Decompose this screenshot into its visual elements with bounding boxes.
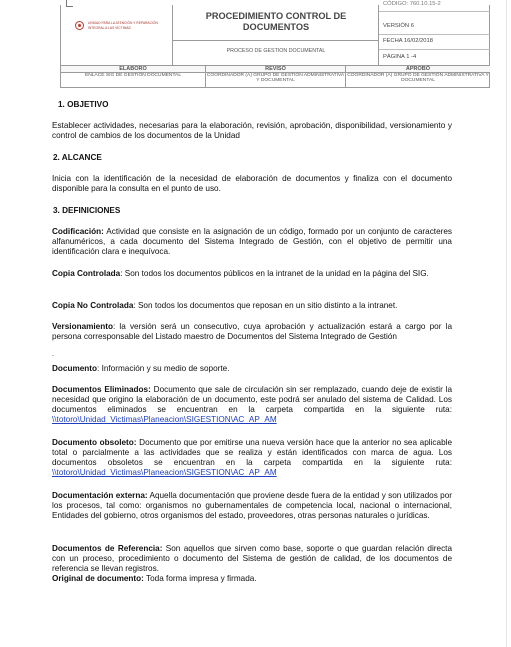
- elaboro-column: [61, 66, 206, 87]
- date-label: FECHA 16/02/2018: [383, 38, 433, 44]
- objetivo-text: Establecer actividades, necesarias para la elaboración, revisión, aprobación, disponibilidad, versionamiento y control de cambios de los documentos de la Unidad: [52, 121, 452, 140]
- meta-cell: [379, 1, 490, 66]
- definition-term: Documentos de Referencia:: [52, 544, 163, 553]
- definition-text: Actividad que consiste en la asignación de un código, formado por un conjunto de caracteres alfanuméricos, a cada documento del Sistema Integrado de Gestión, con el objetivo de permitir una identificación clara e inequívoca.: [52, 227, 452, 256]
- signature-row: [60, 66, 490, 88]
- definition-copia-no-controlada: [52, 301, 452, 311]
- elaboro-value: ENLACE SIG DE GESTIÓN DOCUMENTAL: [84, 73, 182, 78]
- section-heading-definiciones: 3. DEFINICIONES: [53, 206, 121, 215]
- definition-term: Codificación:: [52, 227, 104, 236]
- definition-term: Versionamiento: [52, 322, 113, 331]
- definition-original: [52, 574, 452, 584]
- eliminados-path-link[interactable]: \\totoro\Unidad_Victimas\Planeacion\SIGESTION\AC_AP_AM: [52, 415, 277, 424]
- aprobo-header: APROBÓ: [346, 66, 490, 73]
- definition-text: : Son todos los documentos públicos en la intranet de la unidad en la página del SIG.: [120, 269, 429, 278]
- definition-term: Documentación externa:: [52, 491, 148, 500]
- aprobo-value: COORDINADOR (A) GRUPO DE GESTIÓN ADMINISTRATIVA Y DOCUMENTAL: [347, 73, 489, 84]
- definition-term: Original de documento:: [52, 574, 144, 583]
- definition-documento: [52, 364, 452, 374]
- definition-referencia: [52, 544, 452, 574]
- definition-codificacion: [52, 227, 452, 257]
- entity-logo-icon: [75, 21, 84, 30]
- definition-text: Documento que sale de circulación sin ser remplazado, cuando deje de existir la necesidad que origino la elaboración de un documento, este podrá ser anulado del sistema de Calidad. Los documentos eliminados se encuentran en la carpeta compartida en la siguiente ruta:: [52, 385, 452, 414]
- title-cell: [173, 5, 379, 66]
- header-grid: [60, 1, 490, 66]
- aprobo-column: [346, 66, 490, 87]
- section-heading-alcance: 2. ALCANCE: [53, 153, 102, 162]
- version-label: VERSIÓN 6: [383, 23, 414, 29]
- definition-text: Documento que por emitirse una nueva versión hace que la anterior no sea aplicable total o parcialmente a las actividades que se realiza y están identificados con marca de agua. Los documentos obsoletos se encuentran en la carpeta compartida en la siguiente ruta:: [52, 438, 452, 467]
- document-header-table: [60, 1, 490, 88]
- code-label: CÓDIGO: 760.10.15-2: [383, 1, 441, 7]
- obsoleto-path-link[interactable]: \\totoro\Unidad_Victimas\Planeacion\SIGESTION\AC_AP_AM: [52, 468, 277, 477]
- reviso-header: REVISÓ: [206, 66, 345, 73]
- definition-copia-controlada: [52, 269, 452, 279]
- title-divider: [173, 40, 379, 41]
- meta-divider: [379, 11, 490, 12]
- logo-cell: [61, 5, 173, 66]
- process-name: PROCESO DE GESTION DOCUMENTAL: [226, 48, 326, 54]
- definition-term: Documento obsoleto:: [52, 438, 137, 447]
- definition-term: Documento: [52, 364, 98, 373]
- reviso-column: [206, 66, 346, 87]
- definition-text: Son aquellos que sirven como base, soporte o que guardan relación directa con un proceso, procedimiento o documento del Sistema de gestión de calidad, de los documentos de referencia se llevan registros.: [52, 544, 452, 573]
- definition-term: Copia No Controlada: [52, 301, 134, 310]
- reviso-value: COORDINADOR (A) GRUPO DE GESTIÓN ADMINISTRATIVA Y DOCUMENTAL: [206, 73, 345, 84]
- definition-text: Toda forma impresa y firmada.: [143, 574, 257, 583]
- page-number-label: PÁGINA 1 -4: [383, 54, 417, 60]
- definition-term: Copia Controlada: [52, 269, 121, 278]
- definition-text: : Información y su medio de soporte.: [97, 364, 230, 373]
- logo-text: UNIDAD PARA LA ATENCIÓN Y REPARACIÓN INTEGRAL A LAS VÍCTIMAS: [88, 21, 158, 30]
- elaboro-header: ELABORO: [61, 66, 205, 73]
- definition-obsoleto: [52, 438, 452, 478]
- definition-text: Aquella documentación que proviene desde fuera de la entidad y son utilizados por los procesos, tal como: organismos no gubernamentales de competencia local, nacional o internacional, Entidades del gobierno, otros organismos del estado, proveedores, otras personas naturales o jurídicas.: [52, 491, 452, 520]
- definition-versionamiento: [52, 322, 452, 342]
- page-edge: [506, 0, 507, 647]
- definition-externa: [52, 491, 452, 521]
- alcance-text: Inicia con la identificación de la necesidad de elaboración de documentos y finaliza con el documento disponible para la consulta en el punto de uso.: [52, 174, 452, 193]
- document-title: PROCEDIMIENTO CONTROL DE DOCUMENTOS: [205, 11, 347, 32]
- definition-text: : la versión será un consecutivo, cuya aprobación y actualización estará a cargo por la persona corresponsable del Listado maestro de Documentos del Sistema Integrado de Gestión: [52, 322, 452, 341]
- meta-divider: [379, 49, 490, 50]
- definition-text: : Son todos los documentos que reposan en un sitio distinto a la intranet.: [133, 301, 398, 310]
- definition-eliminados: [52, 385, 452, 425]
- stray-period: .: [52, 351, 54, 358]
- definition-term: Documentos Eliminados:: [52, 385, 151, 394]
- section-heading-objetivo: 1. OBJETIVO: [58, 100, 109, 109]
- meta-divider: [379, 34, 490, 35]
